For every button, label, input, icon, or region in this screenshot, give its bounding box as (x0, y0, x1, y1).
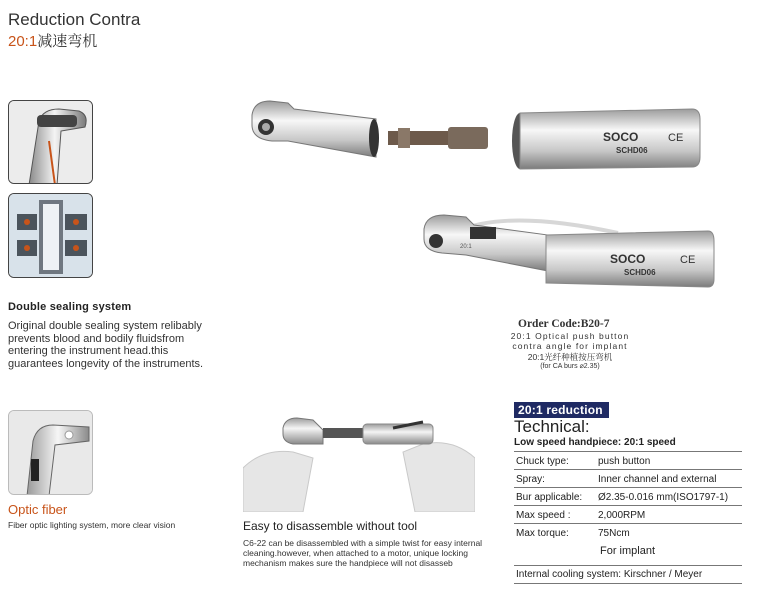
spec-row-speed (514, 505, 742, 523)
spec-row-bur (514, 487, 742, 505)
brand-logo-bottom: SOCO (610, 252, 646, 266)
spec-label: Bur applicable: (516, 492, 583, 503)
sealing-description: Original double sealing system relibably prevents blood and bodily fluidsfrom entering the instrument head.this guarantees longevity of the instruments. (8, 320, 204, 370)
ratio-mark: 20:1 (460, 244, 472, 250)
spec-value: push button (598, 456, 651, 467)
ce-mark-top: CE (668, 132, 684, 144)
optic-fiber-title: Optic fiber (8, 502, 68, 517)
spec-label: Max speed : (516, 510, 571, 521)
subtitle-cn: 减速弯机 (37, 33, 98, 50)
sealing-heading: Double sealing system (8, 301, 132, 313)
sealing-diagram-image (8, 193, 93, 278)
spec-implant: For implant (600, 545, 656, 557)
page-title: Reduction Contra (8, 10, 141, 29)
spec-headline: Low speed handpiece: 20:1 speed (514, 437, 676, 448)
spec-row-spray (514, 469, 742, 487)
technical-title: Technical: (514, 417, 590, 436)
spec-row-torque (514, 523, 742, 541)
order-line-2: contra angle for implant (512, 341, 628, 351)
ce-mark-bottom: CE (680, 254, 696, 266)
spec-value: 2,000RPM (598, 510, 646, 521)
spec-value: Inner channel and external (598, 474, 717, 485)
optic-fiber-description: Fiber optic lighting system, more clear vision (8, 520, 176, 530)
order-line-1: 20:1 Optical push button (510, 331, 630, 341)
spec-cooling: Internal cooling system: Kirschner / Meyer (514, 565, 742, 584)
spec-row-chuck (514, 451, 742, 469)
model-label-top: SCHD06 (616, 146, 648, 155)
spec-label: Spray: (516, 474, 545, 485)
reduction-badge: 20:1 reduction (514, 402, 609, 418)
order-line-3: 20:1光纤种植按压弯机 (527, 352, 613, 362)
disassemble-title: Easy to disassemble without tool (243, 519, 418, 533)
head-closeup-image (8, 100, 93, 184)
order-code: Order Code:B20-7 (518, 318, 610, 330)
brand-logo-top: SOCO (603, 130, 639, 144)
assembled-handpiece-image (418, 205, 718, 295)
order-note: (for CA burs ⌀2.35) (540, 363, 600, 370)
spec-label: Max torque: (516, 528, 569, 539)
subtitle-ratio: 20:1 (8, 33, 38, 50)
disassemble-description: C6-22 can be disassembled with a simple twist for easy internal cleaning.however, when attached to a motor, unique locking mechanism makes sure the handpiece will not disasseb (243, 538, 483, 569)
optic-fiber-image (8, 410, 93, 495)
disassembled-handpiece-image (248, 95, 708, 185)
spec-value: 75Ncm (598, 528, 630, 539)
model-label-bottom: SCHD06 (624, 268, 656, 277)
spec-value: Ø2.35-0.016 mm(ISO1797-1) (598, 492, 729, 503)
disassembly-photo (243, 408, 475, 512)
page-subtitle (8, 30, 97, 51)
spec-label: Chuck type: (516, 456, 569, 467)
